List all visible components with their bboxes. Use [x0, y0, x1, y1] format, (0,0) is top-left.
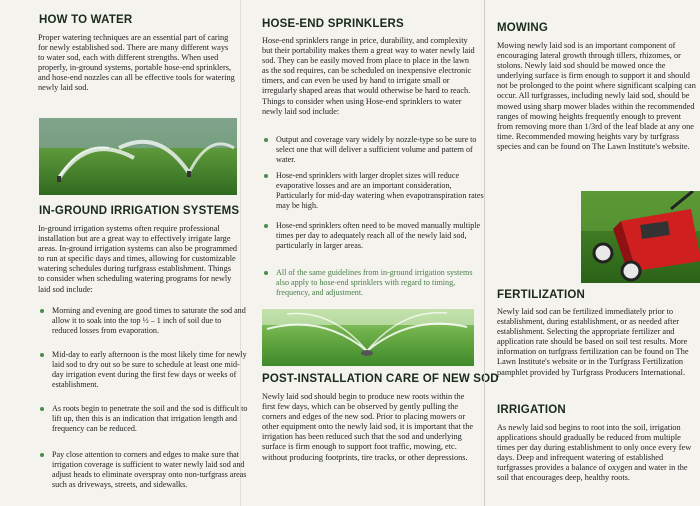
hose-end-bullet-2: Hose-end sprinklers with larger droplet sizes will reduce evaporative losses and are an important consideration, Particularly for mid-day watering when evapotranspiration rates may be high. [264, 171, 484, 211]
photo-inground-sprinklers [39, 118, 237, 195]
mowing-text: Mowing newly laid sod is an important component of encouraging lateral growth through tillers, rhizomes, or stolons. Newly laid sod should be mowed once the underlying surface is firm enough to support it and should not be prolonged to the point where significant scalping can occur. All turfgrasses, including newly laid sod, should be mowed using sharp mower blades within the recommended ranges of mowing heights frequently enough to prevent from removing more than 1/3rd of the leaf blade at any one time. Recommended mowing heights vary by turfgrass species and can be found on The Lawn Institute's website. [497, 41, 696, 151]
in-ground-bullet-2: Mid-day to early afternoon is the most likely time for newly laid sod to dry out so be sure to schedule at least one mid-day irrigation event during the first few days or weeks of establishment. [40, 350, 248, 390]
in-ground-bullet-3: As roots begin to penetrate the soil and the sod is difficult to lift up, then this is an indication that irrigation length and frequency can be reduced. [40, 404, 248, 434]
irrigation-text: As newly laid sod begins to root into the soil, irrigation applications should gradually be reduced from multiple times per day during establishment to only once every few days. Deep and infrequent watering of established turfgrasses provides a balance of oxygen and water in the soil that encourages deep, healthy roots. [497, 423, 692, 483]
hose-end-text: Hose-end sprinklers range in price, durability, and complexity but their portability makes them a great way to water newly laid sod. They can be easily moved from place to place in the lawn as the sod requires, can be scheduled on inexpensive electronic timers, and can even be used by hand to irrigate small or irregularly shaped areas that would otherwise be hard to reach. Things to consider when using Hose-end sprinklers to water newly laid sod include: [262, 36, 475, 116]
fertilization-text: Newly laid sod can be fertilized immediately prior to establishment, during establishment, or as needed after establishment. Selecting the appropriate fertilizer and application rate should be based on soil test results. More information on turfgrass fertilization can be found on The Lawn Institute's website or in the Turfgrass Fertilization pamphlet provided by Turfgrass Producers International. [497, 307, 689, 377]
post-installation-text: Newly laid sod should begin to produce new roots within the first few days, which can be observed by gently pulling the corners and edges of the new sod. Prior to placing mowers or other equipment onto the newly laid sod, it is important that the irrigation has been reduced such that the sod and underlying surface is firm enough to support foot traffic, mowing, etc. without producing footprints, tire tracks, or other depressions. [262, 392, 474, 462]
hose-end-bullet-1: Output and coverage vary widely by nozzle-type so be sure to select one that will deliver a sufficient volume and pattern of water. [264, 135, 484, 165]
in-ground-bullet-1: Morning and evening are good times to saturate the sod and allow it to soak into the top ½ – 1 inch of soil due to reduced losses from evaporation. [40, 306, 248, 336]
heading-fertilization: FERTILIZATION [497, 289, 585, 301]
photo-hose-end-sprinkler [262, 309, 474, 366]
column-right [484, 0, 700, 506]
in-ground-text: In-ground irrigation systems often require professional installation but are a great way to effectively irrigate large areas. In-ground irrigation systems can also be programmed to run at specific days and times, allowing for customizable watering schedules during turfgrass establishment. Things to consider when scheduling watering programs for newly laid sod include: [38, 224, 238, 294]
column-left [0, 0, 248, 506]
heading-mowing: MOWING [497, 22, 549, 34]
hose-end-bullet-3: Hose-end sprinklers often need to be moved manually multiple times per day to adequately reach all of the newly laid sod, particularly in larger areas. [264, 221, 484, 251]
how-to-water-text: Proper watering techniques are an essential part of caring for newly established sod. There are many different ways to water sod, each with different strengths. When used properly, in-ground systems, portable hose-end sprinklers, and hose-end nozzles can all be effective tools for watering newly laid sod. [38, 33, 235, 93]
hose-end-bullet-4: All of the same guidelines from in-ground irrigation systems also apply to hose-end sprinklers with regard to timing, frequency, and adjustment. [264, 268, 486, 298]
heading-hose-end: HOSE-END SPRINKLERS [262, 18, 404, 30]
heading-irrigation: IRRIGATION [497, 404, 566, 416]
heading-post-installation: POST-INSTALLATION CARE OF NEW SOD [262, 373, 499, 385]
column-middle [244, 0, 499, 506]
photo-lawn-mower [581, 191, 700, 283]
heading-in-ground-irrigation: IN-GROUND IRRIGATION SYSTEMS [39, 205, 240, 217]
heading-how-to-water: HOW TO WATER [39, 14, 133, 26]
in-ground-bullet-4: Pay close attention to corners and edges to make sure that irrigation coverage is sufficient to water newly laid sod and adjust heads to eliminate overspray onto non-turfgrass areas such as driveways, streets, and sidewalks. [40, 450, 248, 490]
